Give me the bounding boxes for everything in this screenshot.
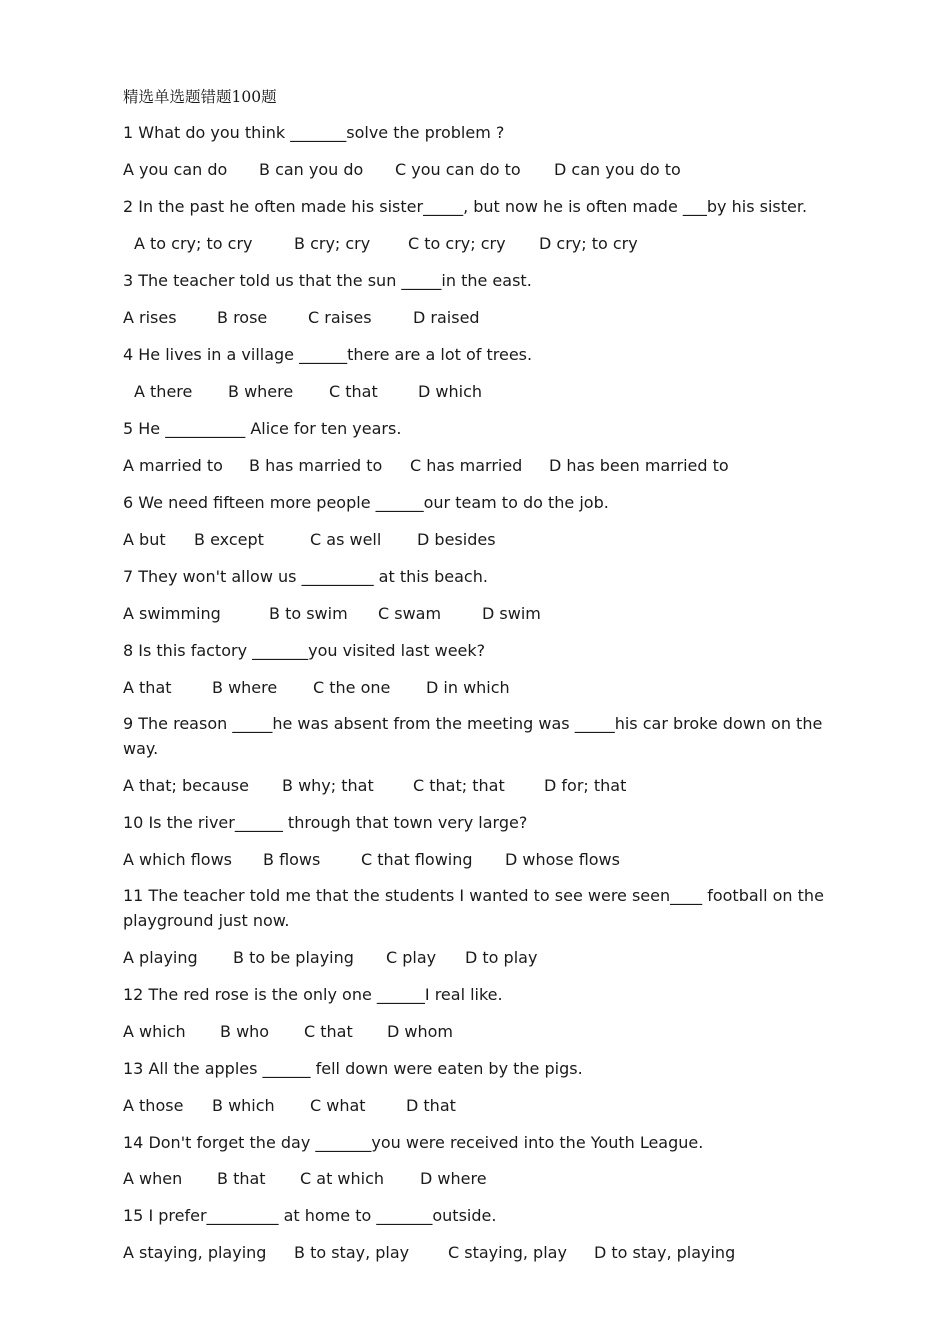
- option: C has married: [410, 456, 523, 475]
- option: B to stay, play: [294, 1243, 410, 1262]
- option: D for; that: [544, 776, 627, 795]
- option: D whose flows: [505, 850, 620, 869]
- option: C that: [329, 382, 378, 401]
- question-stem: 15 I prefer_________ at home to _______outside.: [123, 1206, 497, 1225]
- options-row: [123, 1166, 487, 1191]
- option: B rose: [217, 308, 268, 327]
- options-row: [123, 773, 626, 798]
- option: C play: [386, 948, 437, 967]
- options-row: [123, 945, 537, 970]
- option: B why; that: [282, 776, 374, 795]
- option: C what: [310, 1096, 366, 1115]
- option: C that flowing: [361, 850, 473, 869]
- option: A to cry; to cry: [134, 234, 253, 253]
- option: C that; that: [413, 776, 505, 795]
- options-row: [123, 1093, 456, 1118]
- option: C the one: [313, 678, 391, 697]
- option: A which: [123, 1022, 186, 1041]
- option: D where: [420, 1169, 487, 1188]
- option: B where: [212, 678, 278, 697]
- option: C raises: [308, 308, 372, 327]
- document-title: 精选单选题错题100题: [123, 88, 277, 106]
- options-row: [123, 157, 681, 182]
- option: D besides: [417, 530, 496, 549]
- option: C staying, play: [448, 1243, 567, 1262]
- options-row: [123, 601, 541, 626]
- option: D can you do to: [554, 160, 681, 179]
- option: B cry; cry: [294, 234, 371, 253]
- option: B that: [217, 1169, 266, 1188]
- option: B flows: [263, 850, 321, 869]
- option: D that: [406, 1096, 456, 1115]
- option: A you can do: [123, 160, 228, 179]
- option: D cry; to cry: [539, 234, 638, 253]
- question-stem: 4 He lives in a village ______there are a lot of trees.: [123, 345, 533, 364]
- options-row: [123, 1240, 735, 1265]
- option: C you can do to: [395, 160, 521, 179]
- options-row: [123, 305, 480, 330]
- option: A staying, playing: [123, 1243, 267, 1262]
- question-stem: 3 The teacher told us that the sun _____in the east.: [123, 271, 532, 290]
- option: B who: [220, 1022, 270, 1041]
- question-stem: 12 The red rose is the only one ______I real like.: [123, 985, 503, 1004]
- options-row: [134, 231, 638, 256]
- options-row: [123, 675, 510, 700]
- option: B except: [194, 530, 264, 549]
- option: B has married to: [249, 456, 383, 475]
- options-row: [123, 453, 729, 478]
- option: B to swim: [269, 604, 348, 623]
- option: A but: [123, 530, 166, 549]
- option: A swimming: [123, 604, 221, 623]
- question-stem: 8 Is this factory _______you visited last week?: [123, 641, 486, 660]
- question-stem: 2 In the past he often made his sister_____, but now he is often made ___by his sister.: [123, 197, 808, 216]
- option: D whom: [387, 1022, 454, 1041]
- option: D raised: [413, 308, 480, 327]
- question-stem: 6 We need fifteen more people ______our team to do the job.: [123, 493, 609, 512]
- question-stem: 14 Don't forget the day _______you were received into the Youth League.: [123, 1133, 704, 1152]
- question-stem: 11 The teacher told me that the students I wanted to see were seen____ football on the playground just now.: [123, 886, 824, 930]
- option: C at which: [300, 1169, 385, 1188]
- option: B where: [228, 382, 294, 401]
- option: A rises: [123, 308, 177, 327]
- question-stem: 7 They won't allow us _________ at this beach.: [123, 567, 488, 586]
- option: C swam: [378, 604, 442, 623]
- option: C that: [304, 1022, 353, 1041]
- option: B can you do: [259, 160, 364, 179]
- question-stem: 13 All the apples ______ fell down were eaten by the pigs.: [123, 1059, 583, 1078]
- option: A that; because: [123, 776, 249, 795]
- option: B which: [212, 1096, 275, 1115]
- option: B to be playing: [233, 948, 354, 967]
- option: C to cry; cry: [408, 234, 506, 253]
- option: D to play: [465, 948, 538, 967]
- option: A those: [123, 1096, 184, 1115]
- option: D in which: [426, 678, 510, 697]
- option: D has been married to: [549, 456, 729, 475]
- options-row: [123, 527, 496, 552]
- option: A that: [123, 678, 172, 697]
- options-row: [134, 379, 482, 404]
- option: A playing: [123, 948, 198, 967]
- option: D to stay, playing: [594, 1243, 736, 1262]
- option: A when: [123, 1169, 183, 1188]
- option: D swim: [482, 604, 541, 623]
- options-row: [123, 847, 620, 872]
- question-stem: 5 He __________ Alice for ten years.: [123, 419, 402, 438]
- option: C as well: [310, 530, 382, 549]
- option: A which flows: [123, 850, 233, 869]
- options-row: [123, 1019, 453, 1044]
- option: A married to: [123, 456, 223, 475]
- question-stem: 10 Is the river______ through that town very large?: [123, 813, 528, 832]
- question-stem: 9 The reason _____he was absent from the meeting was _____his car broke down on the way.: [123, 714, 823, 758]
- option: D which: [418, 382, 483, 401]
- option: A there: [134, 382, 193, 401]
- question-stem: 1 What do you think _______solve the problem ?: [123, 123, 505, 142]
